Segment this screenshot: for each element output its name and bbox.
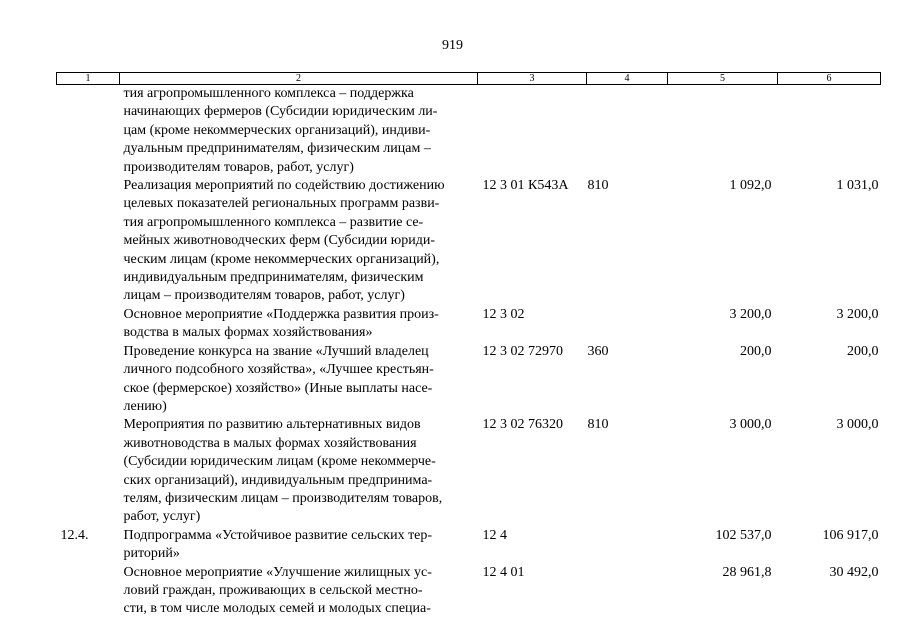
amount-col-5: 102 537,0 bbox=[715, 527, 772, 543]
amount-col-5: 3 000,0 bbox=[729, 417, 772, 433]
table-row bbox=[57, 85, 881, 178]
row-description bbox=[120, 306, 478, 343]
row-number bbox=[57, 306, 120, 343]
description-line: Основное мероприятие «Улучшение жилищных ус- bbox=[123, 564, 432, 580]
table-row bbox=[57, 306, 881, 343]
row-description bbox=[120, 343, 478, 417]
budget-table bbox=[56, 72, 881, 619]
table-row bbox=[57, 343, 881, 417]
row-description bbox=[120, 416, 478, 526]
row-number bbox=[57, 85, 120, 178]
row-number bbox=[57, 564, 120, 619]
target-code: 12 3 02 72970 bbox=[482, 343, 563, 359]
description-line: Подпрограмма «Устойчивое развитие сельских тер- bbox=[123, 527, 433, 543]
expense-type bbox=[587, 527, 668, 564]
amount-col-6: 1 031,0 bbox=[836, 178, 879, 194]
table-row bbox=[57, 564, 881, 619]
table-body bbox=[57, 85, 881, 619]
amount-col-6: 30 492,0 bbox=[829, 564, 879, 580]
header-col-2: 2 bbox=[120, 73, 478, 85]
amount-col-6 bbox=[778, 85, 881, 178]
header-col-5: 5 bbox=[668, 73, 778, 85]
description-line: телям, физическим лицам – производителям товаров, bbox=[123, 490, 443, 506]
row-description bbox=[120, 85, 478, 178]
description-line: сти, в том числе молодых семей и молодых специа- bbox=[123, 601, 431, 617]
description-line: работ, услуг) bbox=[123, 509, 201, 525]
description-line: лицам – производителям товаров, работ, услуг) bbox=[123, 288, 405, 304]
description-line: производителям товаров, работ, услуг) bbox=[123, 159, 354, 175]
header-col-3: 3 bbox=[478, 73, 587, 85]
description-line: тия агропромышленного комплекса – поддержка bbox=[123, 86, 414, 101]
description-line: дуальным предпринимателям, физическим лицам – bbox=[123, 141, 431, 157]
target-code: 12 3 02 bbox=[482, 306, 525, 322]
row-description bbox=[120, 527, 478, 564]
description-line: Мероприятия по развитию альтернативных видов bbox=[123, 417, 421, 433]
row-number: 12.4. bbox=[60, 527, 89, 543]
description-line: Проведение конкурса на звание «Лучший владелец bbox=[123, 343, 429, 359]
table-header bbox=[57, 73, 881, 85]
page-number: 919 bbox=[442, 38, 463, 53]
description-line: ловий граждан, проживающих в сельской местно- bbox=[123, 582, 423, 598]
header-col-1: 1 bbox=[57, 73, 120, 85]
description-line: тия агропромышленного комплекса – развитие се- bbox=[123, 214, 424, 230]
amount-col-6: 3 200,0 bbox=[836, 306, 879, 322]
target-code: 12 3 02 76320 bbox=[482, 417, 563, 433]
description-line: Реализация мероприятий по содействию достижению bbox=[123, 178, 445, 194]
target-code: 12 4 bbox=[482, 527, 507, 543]
header-row bbox=[57, 73, 881, 85]
amount-col-5: 28 961,8 bbox=[722, 564, 772, 580]
amount-col-5: 200,0 bbox=[740, 343, 772, 359]
description-line: риторий» bbox=[123, 546, 180, 562]
table-row bbox=[57, 527, 881, 564]
description-line: водства в малых формах хозяйствования» bbox=[123, 325, 373, 341]
header-col-6: 6 bbox=[778, 73, 881, 85]
amount-col-6: 106 917,0 bbox=[822, 527, 879, 543]
description-line: ских организаций), индивидуальным предпринима- bbox=[123, 472, 433, 488]
description-line: Основное мероприятие «Поддержка развития произ- bbox=[123, 306, 439, 322]
target-code bbox=[478, 85, 587, 178]
amount-col-6: 200,0 bbox=[847, 343, 879, 359]
description-line: ское (фермерское) хозяйство» (Иные выплаты насе- bbox=[123, 380, 433, 396]
row-number bbox=[57, 177, 120, 306]
expense-type bbox=[587, 564, 668, 619]
amount-col-6: 3 000,0 bbox=[836, 417, 879, 433]
expense-type: 810 bbox=[587, 417, 609, 433]
amount-col-5: 3 200,0 bbox=[729, 306, 772, 322]
description-line: цам (кроме некоммерческих организаций), индиви- bbox=[123, 122, 431, 138]
description-line: ческим лицам (кроме некоммерческих организаций), bbox=[123, 251, 440, 267]
description-line: мейных животноводческих ферм (Субсидии юриди- bbox=[123, 233, 435, 249]
description-line: индивидуальным предпринимателям, физическим bbox=[123, 270, 424, 286]
row-description bbox=[120, 564, 478, 619]
description-line: животноводства в малых формах хозяйствования bbox=[123, 435, 417, 451]
description-line: лению) bbox=[123, 398, 167, 414]
expense-type bbox=[587, 85, 668, 178]
row-description bbox=[120, 177, 478, 306]
row-number bbox=[57, 416, 120, 526]
table-row bbox=[57, 177, 881, 306]
row-number bbox=[57, 343, 120, 417]
description-line: начинающих фермеров (Субсидии юридическим ли- bbox=[123, 104, 438, 120]
target-code: 12 3 01 К543А bbox=[482, 178, 569, 194]
target-code: 12 4 01 bbox=[482, 564, 525, 580]
amount-col-5: 1 092,0 bbox=[729, 178, 772, 194]
description-line: личного подсобного хозяйства», «Лучшее крестьян- bbox=[123, 362, 434, 378]
amount-col-5 bbox=[668, 85, 778, 178]
expense-type: 810 bbox=[587, 178, 609, 194]
header-col-4: 4 bbox=[587, 73, 668, 85]
description-line: целевых показателей региональных программ разви- bbox=[123, 196, 440, 212]
table-row bbox=[57, 416, 881, 526]
description-line: (Субсидии юридическим лицам (кроме некоммерче- bbox=[123, 454, 436, 470]
expense-type bbox=[587, 306, 668, 343]
expense-type: 360 bbox=[587, 343, 609, 359]
